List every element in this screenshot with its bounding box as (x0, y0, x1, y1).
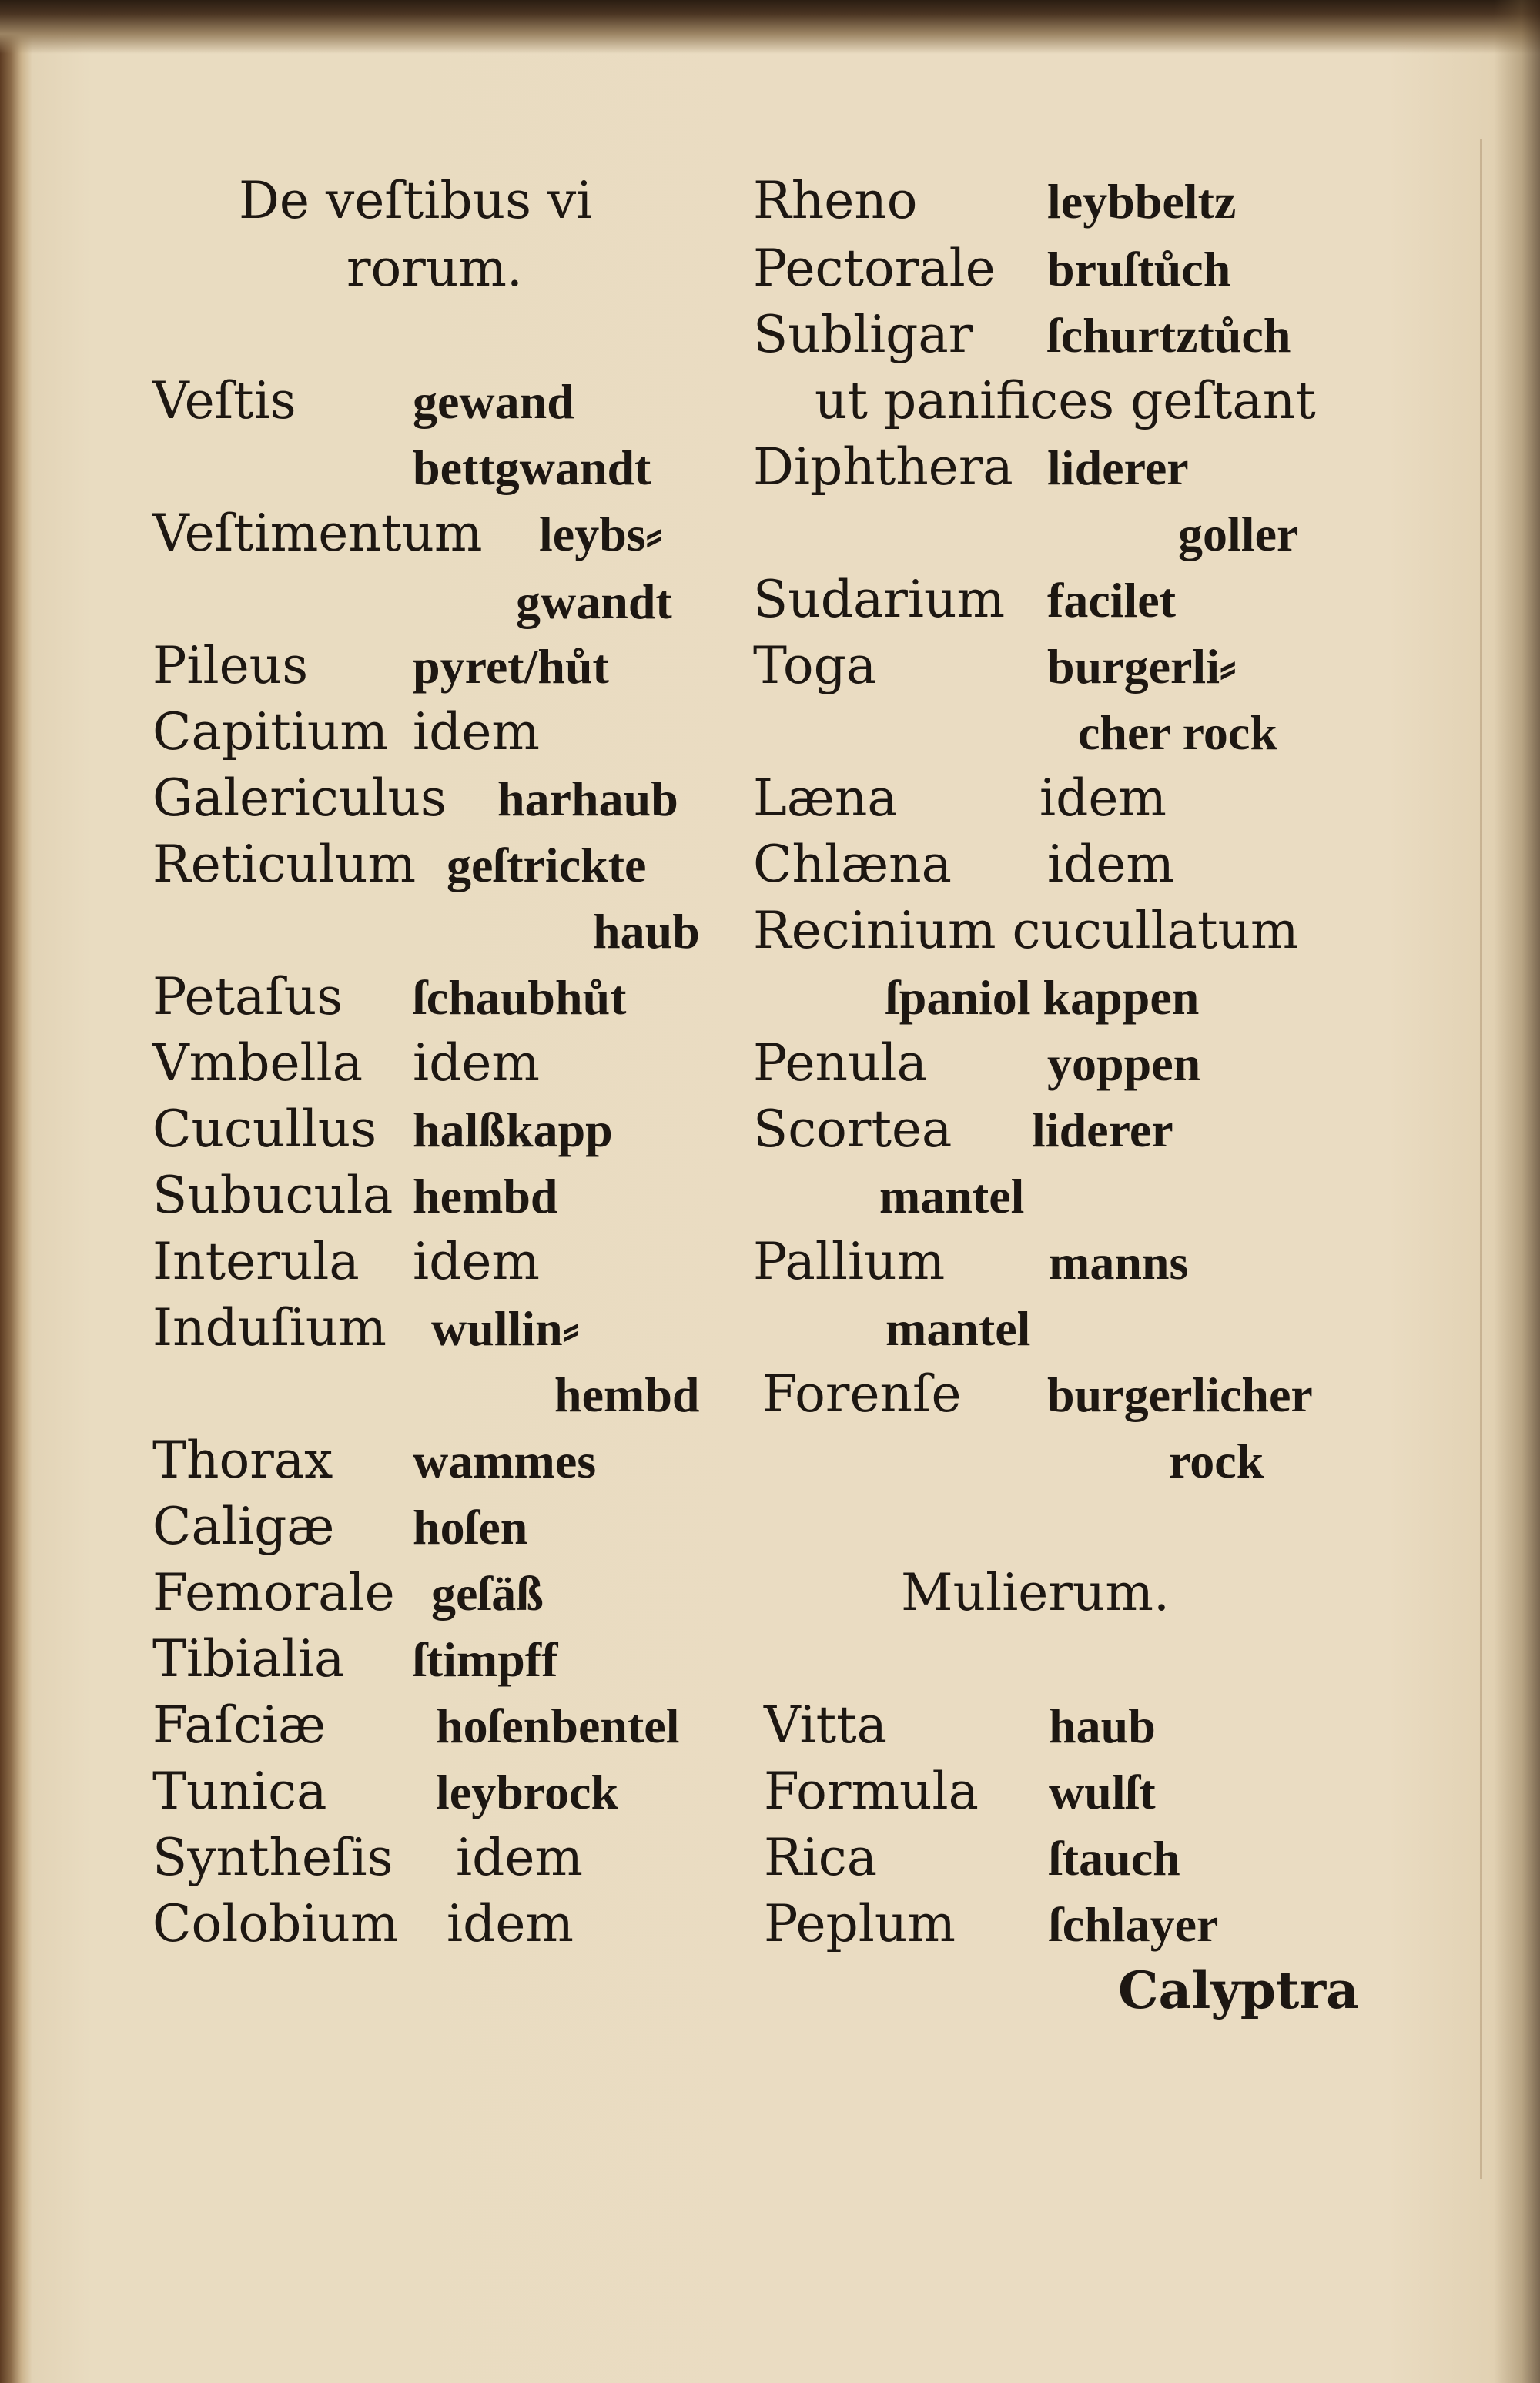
latin-term: Tibialia (152, 1629, 345, 1689)
latin-term: Reticulum (152, 835, 417, 894)
section-heading: De veſtibus vi (239, 171, 593, 230)
latin-term: Scortea (753, 1099, 952, 1159)
latin-term: Pectorale (753, 239, 996, 298)
german-term: liderer (1047, 440, 1189, 495)
latin-term: Subucula (152, 1166, 393, 1225)
latin-term: Vitta (764, 1695, 888, 1755)
latin-term: Pileus (152, 636, 309, 695)
page-fold-line (1480, 139, 1482, 2179)
page-edge-shadow (1494, 0, 1540, 2383)
german-term: mantel (879, 1169, 1025, 1223)
section-heading-cont: rorum. (346, 239, 523, 298)
german-term: harhaub (497, 771, 678, 826)
german-term: bruſtůch (1047, 242, 1231, 296)
german-term: haub (1049, 1699, 1156, 1753)
german-term: burgerlicher (1047, 1367, 1313, 1422)
latin-term: Recinium cucullatum (753, 901, 1299, 960)
german-term: cher rock (1078, 705, 1277, 760)
latin-term: Capitium (152, 702, 388, 761)
latin-term: Colobium (152, 1894, 399, 1953)
german-term: ſpaniol kappen (886, 970, 1200, 1025)
german-term: hembd (413, 1169, 558, 1223)
german-term: halßkapp (413, 1103, 613, 1157)
latin-term: ut panifices geſtant (815, 371, 1316, 430)
german-term: idem (447, 1894, 574, 1953)
german-term: idem (413, 1232, 540, 1291)
german-term: goller (1178, 507, 1299, 561)
german-term: geſäß (431, 1566, 544, 1621)
german-term: ſchaubhůt (413, 970, 627, 1025)
german-term: wulſt (1049, 1765, 1156, 1819)
german-term: ſchlayer (1049, 1897, 1219, 1952)
german-term: wullin⸗ (431, 1301, 580, 1356)
german-term: leybbeltz (1047, 174, 1237, 229)
german-term: burgerli⸗ (1047, 639, 1237, 694)
latin-term: Læna (753, 768, 898, 828)
german-term: hoſen (413, 1500, 528, 1555)
latin-term: Petaſus (152, 967, 343, 1026)
latin-term: Sudarium (753, 570, 1006, 629)
german-term: facilet (1047, 573, 1176, 628)
latin-term: Faſciæ (152, 1695, 326, 1755)
german-term: idem (1047, 835, 1174, 894)
latin-term: Veſtimentum (152, 504, 483, 563)
latin-term: Chlæna (753, 835, 952, 894)
german-term: ſtimpff (413, 1632, 558, 1687)
german-term: idem (1040, 768, 1167, 828)
german-term: haub (593, 904, 700, 959)
german-term: leybrock (436, 1765, 619, 1819)
german-term: wammes (413, 1434, 597, 1488)
latin-term: Subligar (753, 305, 973, 364)
latin-term: Penula (753, 1033, 927, 1093)
latin-term: Caligæ (152, 1497, 335, 1556)
section-heading: Mulierum. (901, 1563, 1170, 1622)
latin-term: Rheno (753, 171, 918, 230)
latin-term: Pallium (753, 1232, 946, 1291)
latin-term: Induſium (152, 1298, 387, 1357)
german-term: idem (413, 702, 540, 761)
latin-term: Interula (152, 1232, 360, 1291)
german-term: idem (456, 1828, 583, 1887)
german-term: liderer (1032, 1103, 1173, 1157)
german-term: leybs⸗ (539, 507, 662, 561)
german-term: mantel (886, 1301, 1031, 1356)
german-term: geſtrickte (447, 838, 647, 892)
german-term: hembd (554, 1367, 700, 1422)
latin-term: Toga (753, 636, 877, 695)
german-term: gwandt (516, 574, 672, 629)
latin-term: Tunica (152, 1762, 327, 1821)
latin-term: Femorale (152, 1563, 395, 1622)
latin-term: Formula (764, 1762, 979, 1821)
german-term: yoppen (1047, 1036, 1201, 1091)
german-term: hoſenbentel (436, 1699, 680, 1753)
catchword: Calyptra (1118, 1960, 1359, 2020)
german-term: pyret/hůt (413, 639, 609, 694)
latin-term: Vmbella (152, 1033, 363, 1093)
german-term: ſtauch (1049, 1831, 1180, 1886)
latin-term: Diphthera (753, 437, 1013, 497)
latin-term: Veſtis (152, 371, 296, 430)
latin-term: Cucullus (152, 1099, 377, 1159)
latin-term: Peplum (764, 1894, 956, 1953)
german-term: bettgwandt (413, 440, 651, 495)
german-term: idem (413, 1033, 540, 1093)
latin-term: Galericulus (152, 768, 447, 828)
german-term: gewand (413, 374, 574, 429)
german-term: ſchurtztůch (1047, 308, 1291, 363)
latin-term: Forenſe (762, 1364, 962, 1424)
german-term: manns (1049, 1235, 1189, 1290)
latin-term: Thorax (152, 1431, 333, 1490)
german-term: rock (1169, 1434, 1264, 1488)
latin-term: Syntheſis (152, 1828, 393, 1887)
latin-term: Rica (764, 1828, 878, 1887)
